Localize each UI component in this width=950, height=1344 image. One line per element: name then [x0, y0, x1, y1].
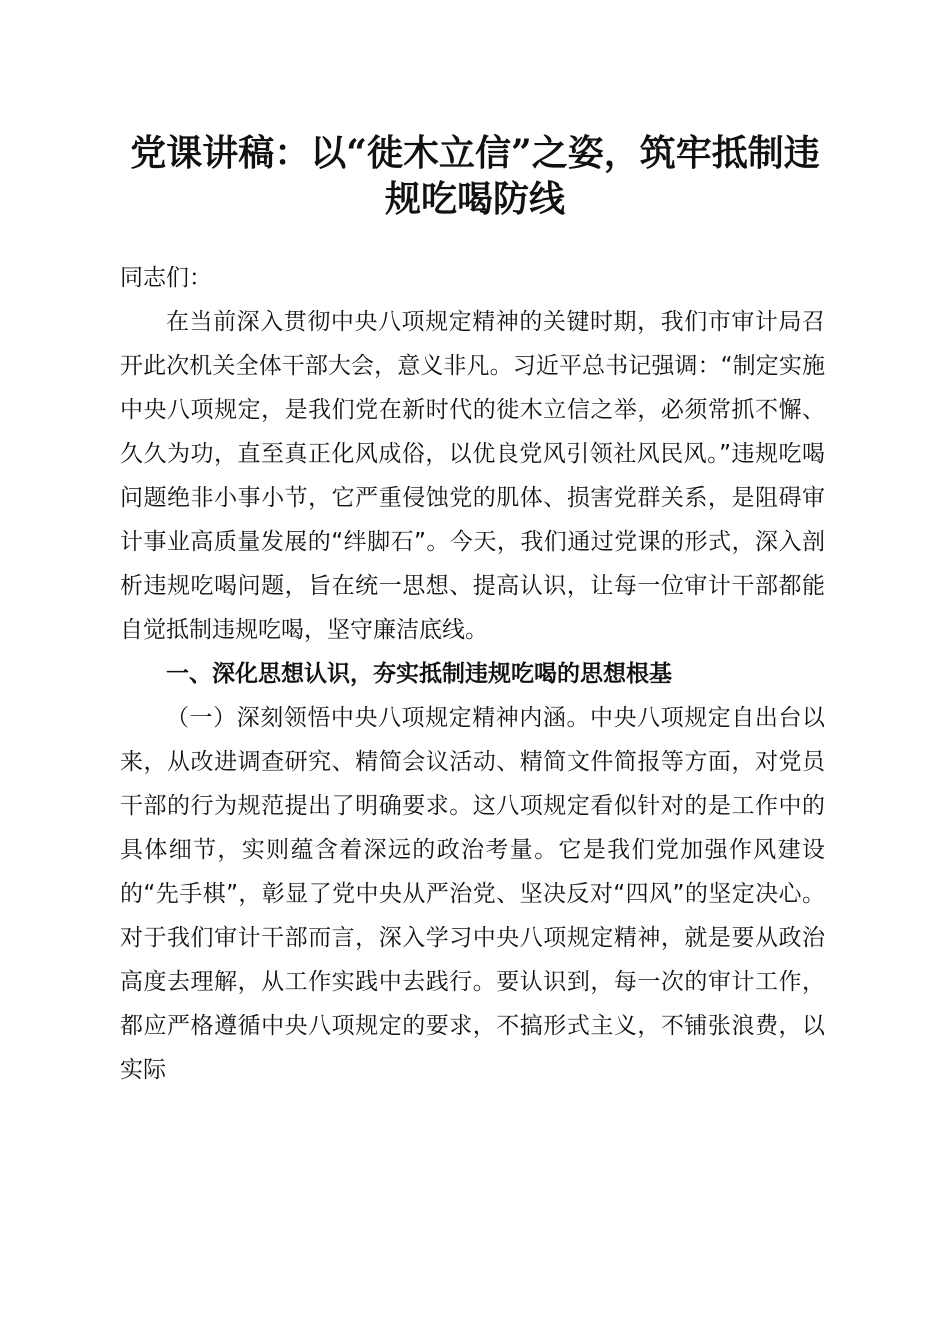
- subsection-1-paragraph: （一）深刻领悟中央八项规定精神内涵。中央八项规定自出台以来，从改进调查研究、精简会议活动、精简文件简报等方面，对党员干部的行为规范提出了明确要求。这八项规定看似针对的是工作中的具体细节，实则蕴含着深远的政治考量。它是我们党加强作风建设的“先手棋”，彰显了党中央从严治党、坚决反对“四风”的坚定决心。对于我们审计干部而言，深入学习中央八项规定精神，就是要从政治高度去理解，从工作实践中去践行。要认识到，每一次的审计工作，都应严格遵循中央八项规定的要求，不搞形式主义，不铺张浪费，以实际: [120, 705, 825, 1083]
- intro-paragraph: 在当前深入贯彻中央八项规定精神的关键时期，我们市审计局召开此次机关全体干部大会，意义非凡。习近平总书记强调：“制定实施中央八项规定，是我们党在新时代的徙木立信之举，必须常抓不懈、久久为功，直至真正化风成俗，以优良党风引领社风民风。”违规吃喝问题绝非小事小节，它严重侵蚀党的肌体、损害党群关系，是阻碍审计事业高质量发展的“绊脚石”。今天，我们通过党课的形式，深入剖析违规吃喝问题，旨在统一思想、提高认识，让每一位审计干部都能自觉抵制违规吃喝，坚守廉洁底线。: [120, 309, 825, 643]
- salutation: 同志们：: [120, 265, 212, 291]
- title-line-1: 党课讲稿：以“徙木立信”之姿，筑牢抵制违: [130, 132, 820, 174]
- document-body: [120, 256, 825, 1092]
- section-1-heading: 一、深化思想认识，夯实抵制违规吃喝的思想根基: [166, 661, 672, 687]
- title-line-2: 规吃喝防线: [384, 178, 565, 220]
- document-title: [100, 130, 850, 222]
